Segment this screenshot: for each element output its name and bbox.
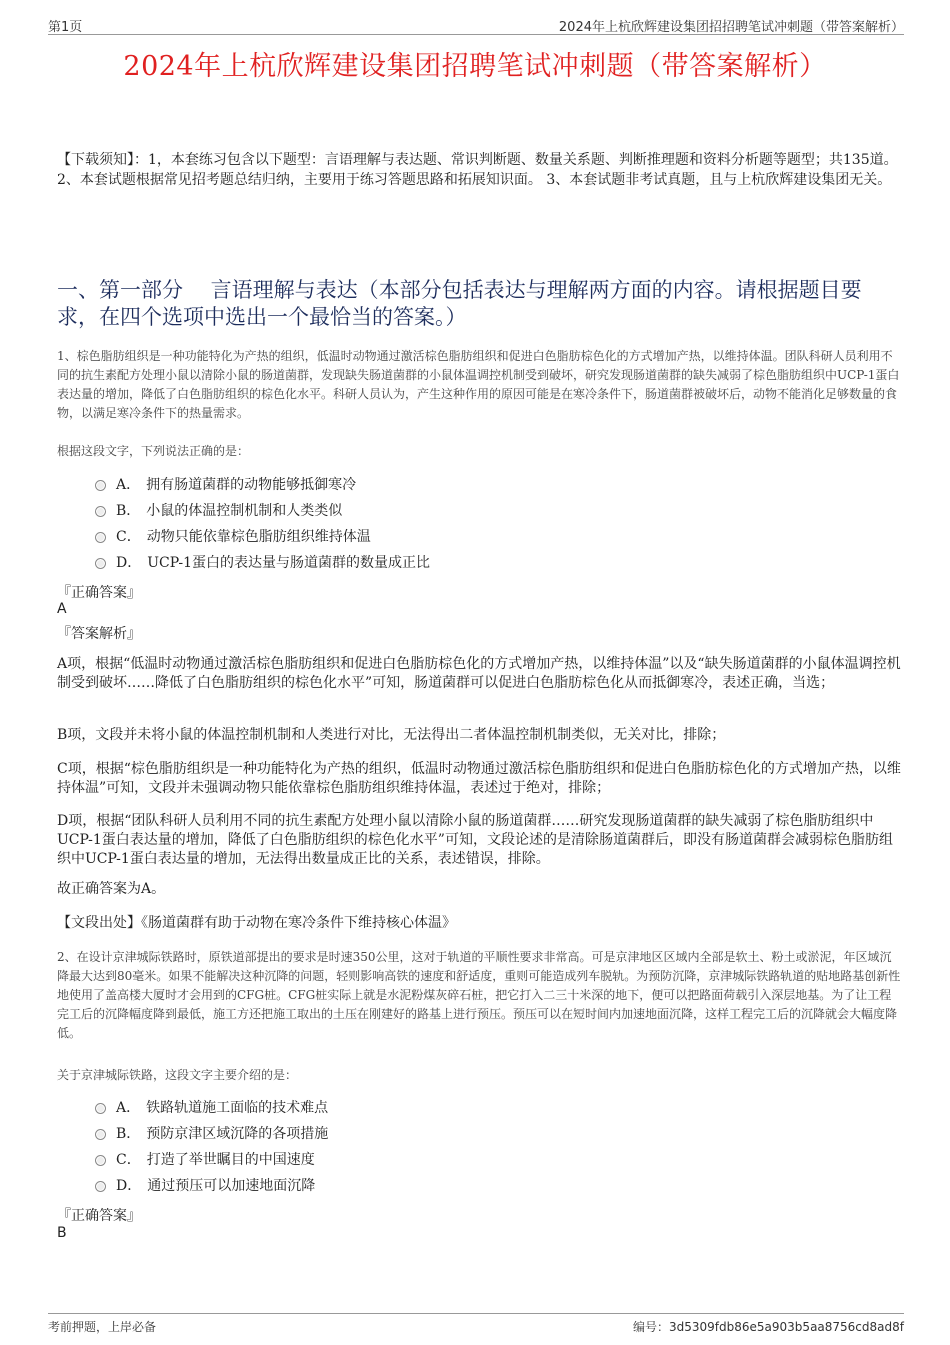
answer-label: 『正确答案』 xyxy=(57,1208,141,1224)
radio-icon[interactable] xyxy=(95,1103,106,1114)
page-number: 第1页 xyxy=(48,20,83,35)
option-a[interactable]: A． 拥有肠道菌群的动物能够抵御寒冷 xyxy=(95,472,430,498)
analysis-c: C项，根据“棕色脂肪组织是一种功能特化为产热的组织，低温时动物通过激活棕色脂肪组织和促进白色脂肪棕色化的方式增加产热，以维持体温”可知，文段并未强调动物只能依靠棕色脂肪组织维持体温，表述过于绝对，排除； xyxy=(57,761,901,796)
radio-icon[interactable] xyxy=(95,1155,106,1166)
radio-icon[interactable] xyxy=(95,506,106,517)
answer-label: 『正确答案』 xyxy=(57,585,141,601)
question-2-prompt: 关于京津城际铁路，这段文字主要介绍的是： xyxy=(57,1068,298,1082)
question-1-prompt: 根据这段文字，下列说法正确的是： xyxy=(57,444,250,458)
option-b[interactable]: B． 预防京津区域沉降的各项措施 xyxy=(95,1121,328,1147)
analysis-label: 『答案解析』 xyxy=(57,626,141,642)
analysis-a: A项，根据“低温时动物通过激活棕色脂肪组织和促进白色脂肪棕色化的方式增加产热，以维持体温”以及“缺失肠道菌群的小鼠体温调控机制受到破坏……降低了白色脂肪组织的棕色化水平”可知，肠道菌群可以促进白色脂肪棕色化从而抵御寒冷，表述正确，当选； xyxy=(57,656,901,691)
option-d[interactable]: D． 通过预压可以加速地面沉降 xyxy=(95,1173,328,1199)
question-1-options xyxy=(95,472,430,576)
analysis-conclusion: 故正确答案为A。 xyxy=(57,881,166,897)
source-citation: 【文段出处】《肠道菌群有助于动物在寒冷条件下维持核心体温》 xyxy=(57,915,456,931)
option-a[interactable]: A． 铁路轨道施工面临的技术难点 xyxy=(95,1095,328,1121)
download-notice: 【下载须知】：1，本套练习包含以下题型：言语理解与表达题、常识判断题、数量关系题、判断推理题和资料分析题等题型；共135道。 2、本套试题根据常见招考题总结归纳，主要用于练习答题思路和拓展知识面。 3、本套试题非考试真题，且与上杭欣辉建设集团无关。 xyxy=(57,152,898,188)
footer-doc-id: 编号：3d5309fdb86e5a903b5aa8756cd8ad8f xyxy=(633,1320,904,1334)
page-footer xyxy=(48,1313,904,1334)
radio-icon[interactable] xyxy=(95,480,106,491)
header-doc-title: 2024年上杭欣辉建设集团招招聘笔试冲刺题（带答案解析） xyxy=(558,20,904,35)
option-d[interactable]: D． UCP-1蛋白的表达量与肠道菌群的数量成正比 xyxy=(95,550,430,576)
analysis-d: D项，根据“团队科研人员利用不同的抗生素配方处理小鼠以清除小鼠的肠道菌群……研究发现肠道菌群的缺失减弱了棕色脂肪组织中UCP-1蛋白表达量的增加，降低了白色脂肪组织的棕色化水平”可知，文段论述的是清除肠道菌群后，即没有肠道菌群会减弱棕色脂肪组织中UCP-1蛋白表达量的增加，无法得出数量成正比的关系，表述错误，排除。 xyxy=(57,813,893,867)
answer-value: B xyxy=(57,1225,67,1241)
option-c[interactable]: C． 动物只能依靠棕色脂肪组织维持体温 xyxy=(95,524,430,550)
radio-icon[interactable] xyxy=(95,558,106,569)
option-b[interactable]: B． 小鼠的体温控制机制和人类类似 xyxy=(95,498,430,524)
question-1-stem: 1、棕色脂肪组织是一种功能特化为产热的组织，低温时动物通过激活棕色脂肪组织和促进白色脂肪棕色化的方式增加产热，以维持体温。团队科研人员利用不同的抗生素配方处理小鼠以清除小鼠的肠道菌群，发现缺失肠道菌群的小鼠体温调控机制受到破坏，研究发现肠道菌群的缺失减弱了棕色脂肪组织中UCP-1蛋白表达量的增加，降低了白色脂肪组织的棕色化水平。科研人员认为，产生这种作用的原因可能是在寒冷条件下，肠道菌群被破坏后，动物不能消化足够数量的食物，以满足寒冷条件下的热量需求。 xyxy=(57,349,900,420)
question-2-stem: 2、在设计京津城际铁路时，原铁道部提出的要求是时速350公里，这对于轨道的平顺性要求非常高。可是京津地区区域内全部是软土、粉土或淤泥，年区域沉降最大达到80毫米。如果不能解决这种沉降的问题，轻则影响高铁的速度和舒适度，重则可能造成列车脱轨。为预防沉降，京津城际铁路轨道的贴地路基创新性地使用了盖高楼大厦时才会用到的CFG桩。CFG桩实际上就是水泥粉煤灰碎石桩，把它打入二三十米深的地下，便可以把路面荷载引入深层地基。为了让工程完工后的沉降幅度降到最低，施工方还把施工取出的土压在刚建好的路基上进行预压。预压可以在短时间内加速地面沉降，这样工程完工后的沉降就会大幅度降低。 xyxy=(57,950,901,1040)
section-heading: 一、第一部分 言语理解与表达（本部分包括表达与理解两方面的内容。请根据题目要求，在四个选项中选出一个最恰当的答案。） xyxy=(57,278,862,329)
analysis-b: B项，文段并未将小鼠的体温控制机制和人类进行对比，无法得出二者体温控制机制类似，无关对比，排除； xyxy=(57,727,726,743)
radio-icon[interactable] xyxy=(95,532,106,543)
answer-value: A xyxy=(57,601,67,617)
document-title: 2024年上杭欣辉建设集团招聘笔试冲刺题（带答案解析） xyxy=(123,51,827,82)
page-header xyxy=(48,14,904,35)
radio-icon[interactable] xyxy=(95,1181,106,1192)
question-2-options xyxy=(95,1095,328,1199)
radio-icon[interactable] xyxy=(95,1129,106,1140)
footer-slogan: 考前押题，上岸必备 xyxy=(48,1320,157,1334)
option-c[interactable]: C． 打造了举世瞩目的中国速度 xyxy=(95,1147,328,1173)
